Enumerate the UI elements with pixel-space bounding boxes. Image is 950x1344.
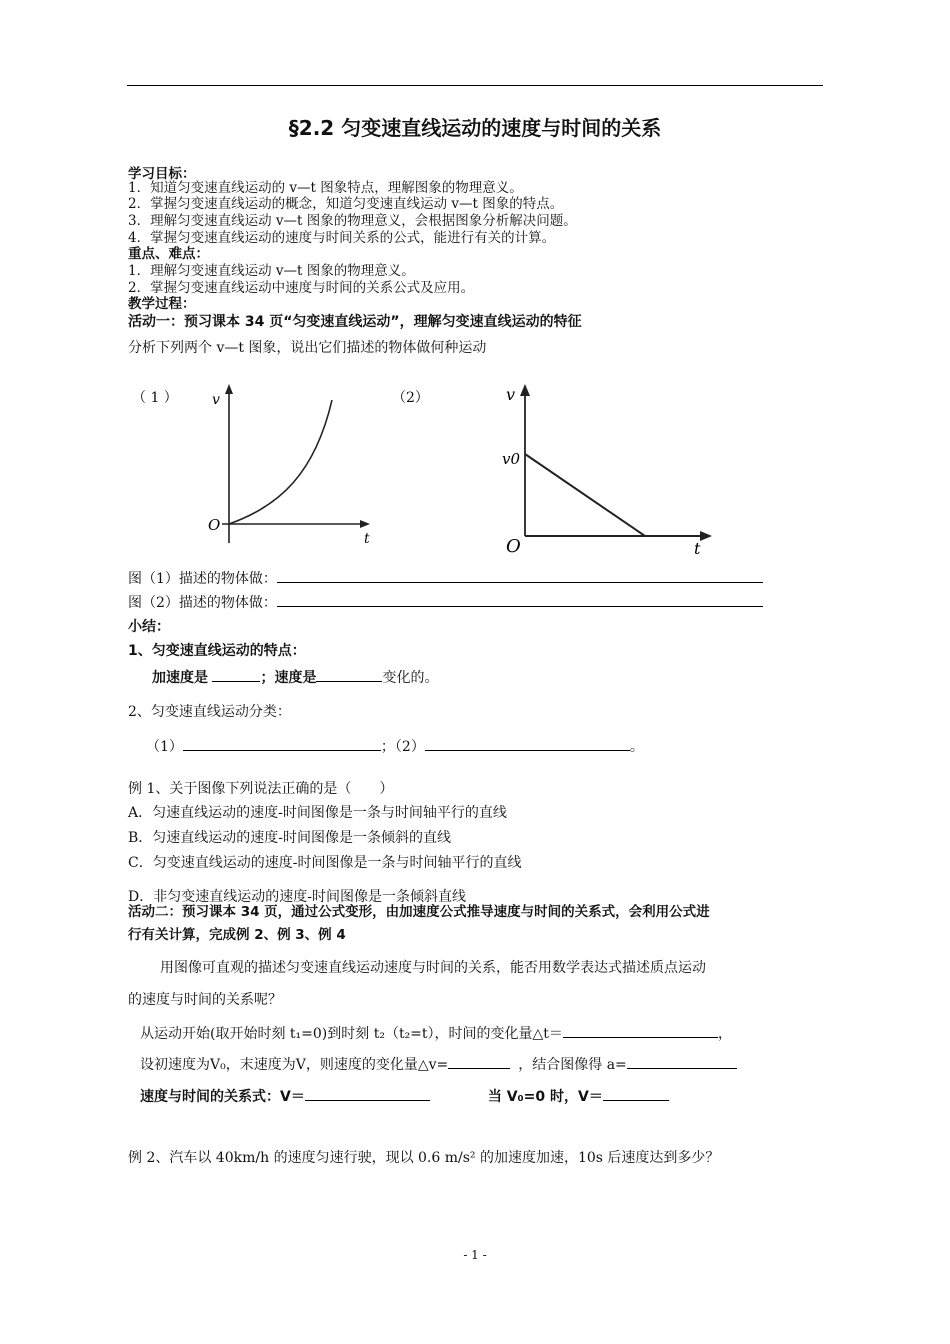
graph1-v-arrow (225, 384, 233, 394)
fig1-answer: 图（1）描述的物体做： (128, 568, 763, 588)
graph2-origin-label: O (506, 536, 521, 557)
summary-point1: 1、匀变速直线运动的特点： (128, 643, 306, 659)
goal-item: 2．掌握匀变速直线运动的概念，知道匀变速直线运动 v—t 图象的特点。 (128, 196, 564, 212)
page-number: - 1 - (463, 1248, 487, 1262)
graph1-v-label: v (212, 392, 220, 408)
key-point-item: 1．理解匀变速直线运动 v—t 图象的物理意义。 (128, 263, 415, 279)
delta-t-line: 从运动开始(取开始时刻 t₁=0)到时刻 t₂（t₂=t），时间的变化量△t＝ ， (140, 1023, 732, 1043)
graph1-vt-curve (200, 378, 370, 548)
v0-zero-blank[interactable] (603, 1086, 669, 1101)
goal-item: 1．知道匀变速直线运动的 v—t 图象特点，理解图象的物理意义。 (128, 180, 523, 196)
relation-line: 速度与时间的关系式：V＝ 当 V₀=0 时，V＝ (140, 1086, 669, 1106)
activity1-prompt: 分析下列两个 v—t 图象，说出它们描述的物体做何种运动 (128, 340, 487, 356)
accel-blank[interactable] (212, 667, 260, 682)
fig1-blank[interactable] (277, 568, 763, 583)
example1-question: 例 1、关于图像下列说法正确的是（ ） (128, 781, 394, 797)
example1-option-d: D．非匀变速直线运动的速度-时间图像是一条倾斜直线 (128, 889, 466, 905)
graph1-label: （ 1 ） (132, 390, 178, 406)
graph2-v-label: v (506, 385, 516, 404)
key-point-item: 2．掌握匀变速直线运动中速度与时间的关系公式及应用。 (128, 280, 475, 296)
class2-blank[interactable] (425, 736, 630, 751)
graph1-curve (229, 400, 332, 524)
graph2-v0-label: v0 (502, 450, 521, 468)
activity1-heading: 活动一：预习课本 34 页“匀变速直线运动”，理解匀变速直线运动的特征 (128, 314, 582, 330)
graph1-t-arrow (360, 520, 370, 528)
activity2-heading: 活动二：预习课本 34 页，通过公式变形，由加速度公式推导速度与时间的关系式，会利用公式进 (128, 904, 710, 920)
accel-formula-blank[interactable] (627, 1054, 737, 1069)
graph2-label: （2） (392, 390, 429, 406)
graph1-origin-label: O (208, 516, 221, 534)
graph2-line (525, 454, 645, 536)
graph2-t-label: t (694, 539, 701, 558)
class1-blank[interactable] (183, 736, 381, 751)
key-points-heading: 重点、难点： (128, 246, 209, 262)
header-rule (127, 85, 823, 86)
goal-item: 3．理解匀变速直线运动 v—t 图象的物理意义，会根据图象分析解决问题。 (128, 213, 577, 229)
example2-question: 例 2、汽车以 40km/h 的速度匀速行驶，现以 0.6 m/s² 的加速度加速，10s 后速度达到多少？ (128, 1150, 720, 1166)
relation-blank[interactable] (305, 1086, 430, 1101)
process-heading: 教学过程： (128, 296, 196, 312)
classification: （1） ；（2） 。 (146, 736, 644, 756)
goal-item: 4．掌握匀变速直线运动的速度与时间关系的公式，能进行有关的计算。 (128, 230, 556, 246)
graph2-vt-line (498, 378, 718, 558)
fig2-answer: 图（2）描述的物体做： (128, 592, 763, 612)
speed-blank[interactable] (316, 667, 382, 682)
fig2-blank[interactable] (277, 592, 763, 607)
delta-t-blank[interactable] (563, 1023, 718, 1038)
delta-v-blank[interactable] (448, 1054, 510, 1069)
summary-point2: 2、匀变速直线运动分类： (128, 704, 291, 720)
graph2-v-arrow (520, 384, 530, 396)
activity2-para: 用图像可直观的描述匀变速直线运动速度与时间的关系，能否用数学表达式描述质点运动 (160, 960, 706, 976)
activity2-para-cont: 的速度与时间的关系呢？ (128, 992, 282, 1008)
summary-heading: 小结： (128, 619, 170, 635)
example1-option-b: B．匀速直线运动的速度-时间图像是一条倾斜的直线 (128, 830, 452, 846)
summary-features: 加速度是 ；速度是 变化的。 (152, 667, 438, 687)
activity2-heading-cont: 行有关计算，完成例 2、例 3、例 4 (128, 927, 346, 943)
example1-option-c: C．匀变速直线运动的速度-时间图像是一条与时间轴平行的直线 (128, 855, 522, 871)
delta-v-line: 设初速度为V₀，末速度为V，则速度的变化量△v= ，结合图像得 a= (140, 1054, 737, 1074)
goals-heading: 学习目标： (128, 166, 196, 182)
graph2-t-arrow (700, 531, 712, 541)
graph1-t-label: t (364, 531, 370, 547)
example1-option-a: A．匀速直线运动的速度-时间图像是一条与时间轴平行的直线 (128, 805, 507, 821)
page-title: §2.2 匀变速直线运动的速度与时间的关系 (288, 116, 662, 140)
